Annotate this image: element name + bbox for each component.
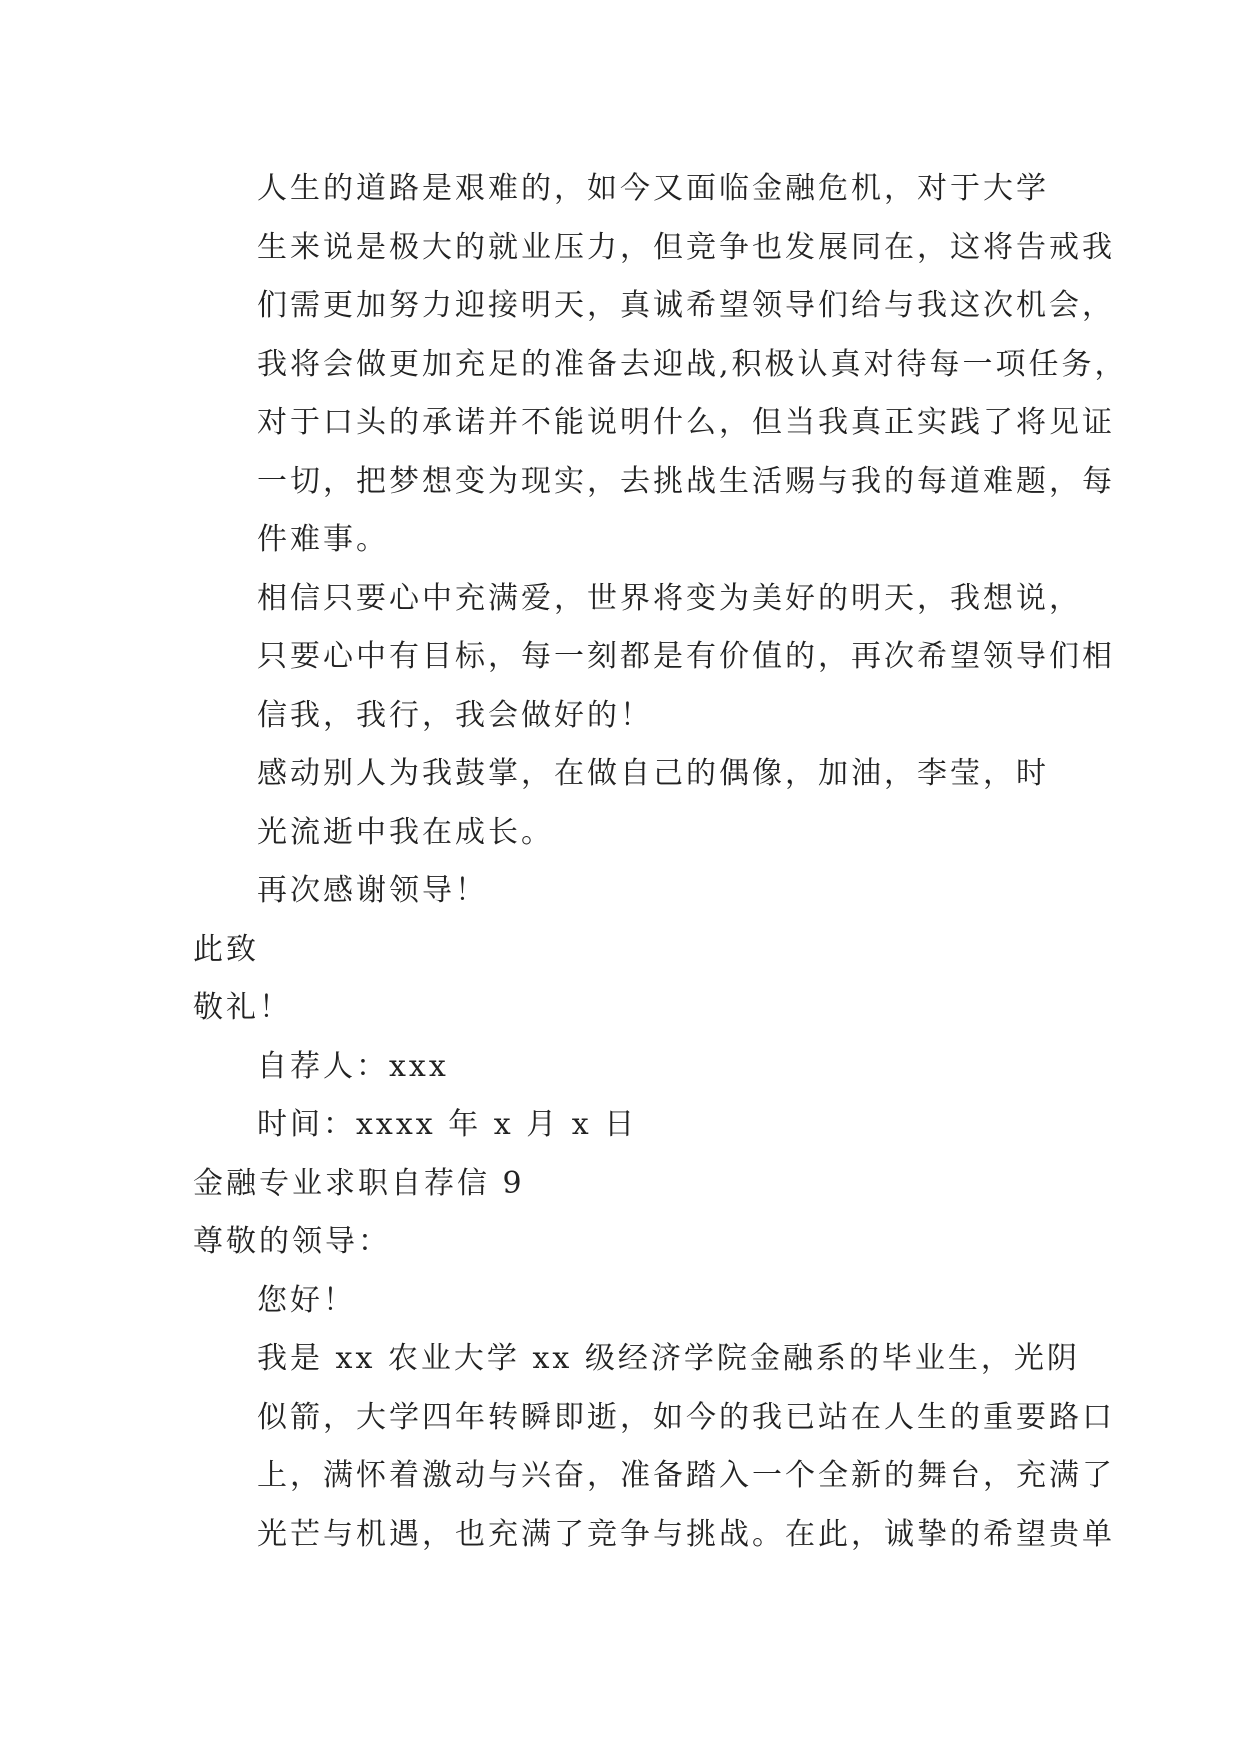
paragraph [193,1038,1063,1097]
text-line: 件难事。 [257,522,389,557]
text-line: 们需更加努力迎接明天，真诚希望领导们给与我这次机会， [257,288,1115,323]
paragraph [193,1272,1063,1331]
text-line: 此致 [193,931,259,967]
paragraph [193,1155,1063,1214]
text-line: 相信只要心中充满爱，世界将变为美好的明天，我想说， [257,580,1082,616]
text-line: 光芒与机遇，也充满了竞争与挑战。在此，诚挚的希望贵单 [257,1516,1115,1552]
text-line: 只要心中有目标，每一刻都是有价值的，再次希望领导们相 [257,639,1115,674]
paragraph [193,160,1128,570]
text-line: 自荐人：xxx [257,1048,449,1084]
paragraph [193,1330,1115,1564]
text-line: 尊敬的领导： [193,1224,391,1259]
paragraph [193,1096,1063,1155]
text-line: 一切，把梦想变为现实，去挑战生活赐与我的每道难题，每 [257,463,1115,499]
text-line: 您好！ [257,1282,356,1318]
text-line: 金融专业求职自荐信 9 [193,1165,525,1201]
text-line: 时间：xxxx 年 x 月 x 日 [257,1107,638,1142]
text-line: 上，满怀着激动与兴奋，准备踏入一个全新的舞台，充满了 [257,1458,1115,1493]
paragraph [193,745,1063,862]
paragraph [193,979,1063,1038]
text-line: 生来说是极大的就业压力，但竞争也发展同在，这将告戒我 [257,229,1115,265]
text-line: 再次感谢领导！ [257,873,488,908]
text-line: 感动别人为我鼓掌，在做自己的偶像，加油，李莹，时 [257,756,1049,791]
paragraph [193,1213,1063,1272]
text-line: 我将会做更加充足的准备去迎战,积极认真对待每一项任务， [257,346,1128,382]
text-line: 我是 xx 农业大学 xx 级经济学院金融系的毕业生，光阴 [257,1341,1080,1376]
text-line: 人生的道路是艰难的，如今又面临金融危机，对于大学 [257,171,1049,206]
text-line: 似箭，大学四年转瞬即逝，如今的我已站在人生的重要路口 [257,1399,1115,1435]
paragraph [193,862,1063,921]
paragraph [193,921,1063,980]
text-line: 光流逝中我在成长。 [257,814,554,850]
document-body [193,160,1128,1564]
text-line: 信我，我行，我会做好的！ [257,697,653,733]
paragraph [193,570,1115,746]
text-line: 对于口头的承诺并不能说明什么，但当我真正实践了将见证 [257,405,1115,440]
text-line: 敬礼！ [193,990,292,1025]
